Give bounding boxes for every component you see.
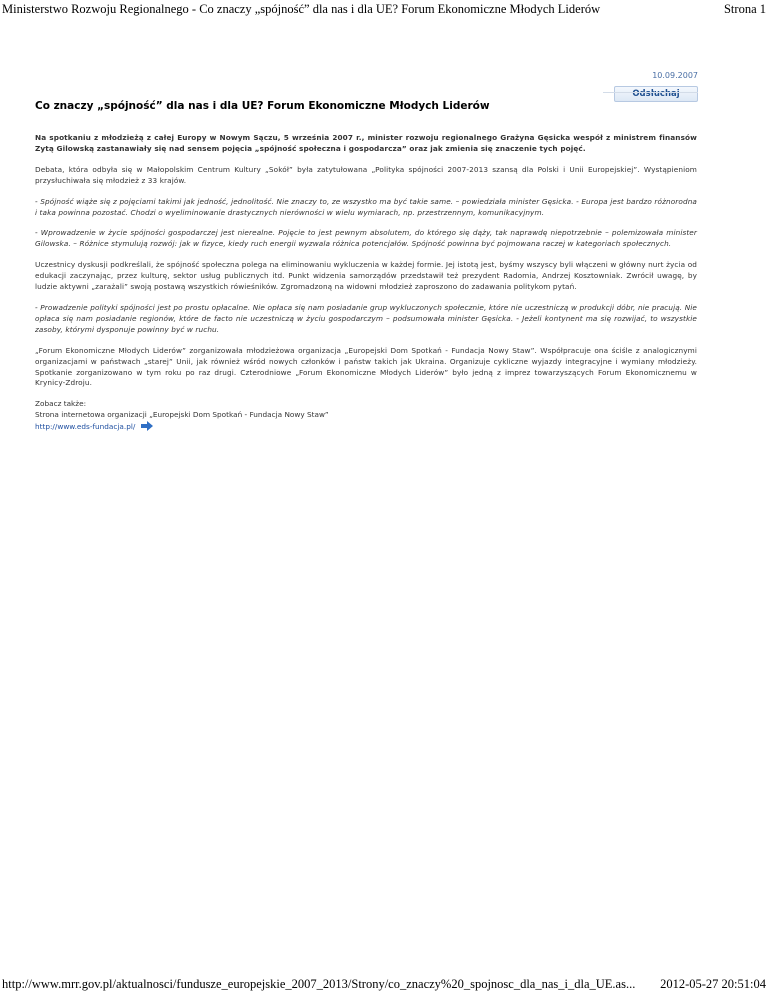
- publication-date: 10.09.2007: [652, 71, 698, 80]
- paragraph-forum: „Forum Ekonomiczne Młodych Liderów” zorganizowała młodzieżowa organizacja „Europejski Dom Spotkań - Fundacja Nowy Staw”. Współpracuje ona ściśle z analogicznymi organizacjami w państwach „starej” Unii, jak również wśród nowych członków i państw takich jak Ukraina. Organizuje cykliczne wyjazdy integracyjne i wymiany młodzieży. Spotkanie zorganizowano w tym roku po raz drugi. Czterodniowe „Forum Ekonomiczne Młodych Liderów” było jedną z imprez towarzyszących Forum Ekonomicznemu w Krynicy-Zdroju.: [35, 345, 697, 388]
- external-link[interactable]: http://www.eds-fundacja.pl/: [35, 422, 136, 432]
- print-header-title: Ministerstwo Rozwoju Regionalnego - Co znaczy „spójność” dla nas i dla UE? Forum Ekonomiczne Młodych Liderów: [2, 2, 601, 16]
- print-header: [0, 2, 768, 17]
- see-also-description: Strona internetowa organizacji „Europejski Dom Spotkań - Fundacja Nowy Staw”: [35, 410, 329, 420]
- print-header-page: Strona 1: [723, 2, 766, 16]
- print-footer-timestamp: 2012-05-27 20:51:04: [660, 977, 766, 991]
- article-meta: [614, 71, 698, 102]
- paragraph-quote-gesicka: - Spójność wiąże się z pojęciami takimi jak jedność, jednolitość. Nie znaczy to, ze wszystko ma być takie same. – powiedziała minister Gęsicka. - Europa jest bardzo różnorodna i taka powinna pozostać. Chodzi o wyeliminowanie drastycznych nierówności w wielu wymiarach, np. przestrzennym, komunikacyjnym.: [35, 196, 697, 217]
- article: [30, 100, 697, 435]
- paragraph-debate: Debata, która odbyła się w Małopolskim Centrum Kultury „Sokół” była zatytułowana „Polityka spójności 2007-2013 szansą dla Polski i Unii Europejskiej”. Wystąpieniom przysłuchiwała się młodzież z 33 krajów.: [35, 164, 697, 185]
- arrow-right-icon[interactable]: [141, 421, 153, 435]
- see-also-label: Zobacz także:: [35, 399, 87, 409]
- listen-button[interactable]: Odsłuchaj: [614, 86, 698, 102]
- see-also-section: [35, 399, 697, 435]
- meta-divider: [603, 92, 698, 93]
- paragraph-quote-gilowska: - Wprowadzenie w życie spójności gospodarczej jest nierealne. Pojęcie to jest pewnym absolutem, do którego się dąży, tak naprawdę niepotrzebnie – polemizowała minister Gilowska. – Różnice stymulują rozwój: jak w fizyce, kiedy ruch energii wyzwala różnica potencjałów. Spójność powinna być pojmowana raczej w kategoriach społecznych.: [35, 228, 697, 249]
- article-lead: Na spotkaniu z młodzieżą z całej Europy w Nowym Sączu, 5 września 2007 r., minister rozwoju regionalnego Grażyna Gęsicka wespół z ministrem finansów Zytą Gilowską zastanawiały się nad sensem pojęcia „spójność społeczna i gospodarcza” oraz jak zmienia się znaczenie tych pojęć.: [35, 133, 697, 153]
- print-footer: [0, 977, 768, 992]
- article-title: Co znaczy „spójność” dla nas i dla UE? Forum Ekonomiczne Młodych Liderów: [35, 100, 490, 112]
- print-footer-url: http://www.mrr.gov.pl/aktualnosci/fundusze_europejskie_2007_2013/Strony/co_znaczy%20_spojnosc_dla_nas_i_dla_UE.as...: [2, 977, 636, 991]
- paragraph-participants: Uczestnicy dyskusji podkreślali, że spójność społeczna polega na eliminowaniu wykluczenia w każdej formie. Jej istotą jest, byśmy wszyscy byli włączeni w główny nurt życia od edukacji zaczynając, przez kulturę, sektor usług publicznych itd. Punkt widzenia samorządów przedstawił też prezydent Radomia, Andrzej Kosztowniak. Zwrócił uwagę, by ludzie aktywni „zarażali” swoją postawą wszystkich rówieśników. Zgromadzoną na widowni młodzież zaproszono do zadawania politykom pytań.: [35, 260, 697, 292]
- paragraph-quote-summary: - Prowadzenie polityki spójności jest po prostu opłacalne. Nie opłaca się nam posiadanie grup wykluczonych społecznie, które nie uczestniczą w produkcji dóbr, nie pracują. Nie opłaca się nam posiadanie regionów, które de facto nie uczestniczą w życiu gospodarczym – podsumowała minister Gęsicka. - Jeżeli kontynent ma się rozwijać, to wszystkie zasoby, którymi dysponuje powinny być w ruchu.: [35, 302, 697, 334]
- article-body: [30, 133, 697, 435]
